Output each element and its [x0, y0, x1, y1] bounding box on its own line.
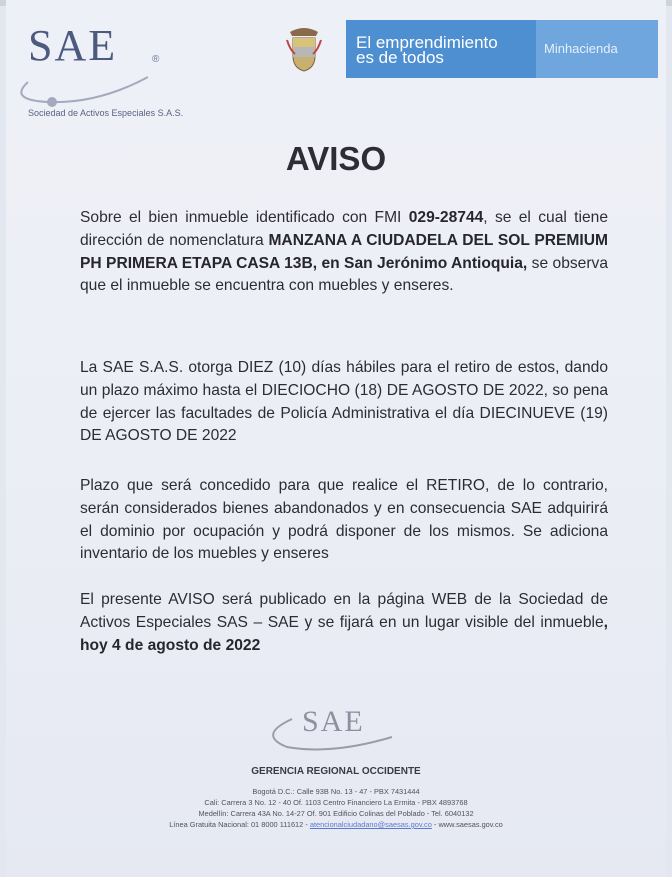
sae-subtitle: Sociedad de Activos Especiales S.A.S.: [28, 108, 184, 118]
text: Sobre el bien inmueble identificado con FMI: [80, 209, 409, 226]
ministry-name: Minhacienda: [544, 41, 618, 56]
hotline: Línea Gratuita Nacional: 01 8000 111612 -: [169, 820, 310, 829]
paragraph-deadline: La SAE S.A.S. otorga DIEZ (10) días hábiles para el retiro de estos, dando un plazo máximo hasta el DIECIOCHO (18) DE AGOSTO DE 2022, so pena de ejercer las facultades de Policía Administrativa el día DIECINUEVE (19) DE AGOSTO DE 2022: [80, 359, 608, 445]
registered-mark: ®: [152, 54, 160, 65]
sae-swoosh-icon: [8, 62, 148, 107]
paragraph-publication: [80, 589, 608, 657]
contact-line: [0, 820, 672, 830]
separator: -: [431, 820, 439, 829]
sae-logo: [28, 21, 184, 118]
text: se observa que el inmueble se encuentra con muebles y enseres.: [80, 254, 608, 295]
email-link[interactable]: atencionalciudadano@saesas.gov.co: [309, 820, 432, 829]
notice-date: , hoy 4 de agosto de 2022: [80, 613, 608, 654]
gov-slogan: [356, 35, 498, 65]
website-link[interactable]: www.saesas.gov.co: [438, 820, 503, 829]
slogan-line-2: es de todos: [356, 48, 444, 67]
sae-stamp: [262, 705, 412, 760]
government-banner: [278, 20, 658, 78]
colombia-coat-of-arms-icon: [286, 26, 322, 72]
regional-office: GERENCIA REGIONAL OCCIDENTE: [251, 766, 421, 777]
stamp-text: SAE: [302, 705, 365, 738]
property-address: MANZANA A CIUDADELA DEL SOL PREMIUM PH PRIMERA ETAPA CASA 13B, en San Jerónimo Antioquia,: [80, 231, 609, 272]
paragraph-consequences: Plazo que será concedido para que realice el RETIRO, de lo contrario, serán considerados bienes abandonados y en consecuencia SAE adquirirá el dominio por ocupación y podrá disponer de los mismos. Se adiciona inventario de los muebles y enseres: [80, 477, 608, 563]
text: El presente AVISO será publicado en la página WEB de la Sociedad de Activos Especiales SAS – SAE y se fijará en un lugar visible del inmueble: [80, 591, 608, 631]
text: , se el cual tiene dirección de nomenclatura: [80, 209, 608, 249]
address-cali: Cali: Carrera 3 No. 12 - 40 Of. 1103 Centro Financiero La Ermita - PBX 4893768: [204, 798, 468, 807]
paragraph-property-description: [80, 207, 608, 298]
slogan-line-1: El emprendimiento: [356, 33, 498, 52]
fmi-number: 029-28744: [408, 209, 484, 226]
sae-logo-text: SAE: [28, 21, 118, 70]
address-medellin: Medellín: Carrera 43A No. 14-27 Of. 901 Edificio Colinas del Poblado - Tel. 6040132: [198, 809, 474, 818]
address-bogota: Bogotá D.C.: Calle 93B No. 13 - 47 - PBX 7431444: [252, 787, 420, 796]
document-title: AVISO: [285, 140, 387, 177]
